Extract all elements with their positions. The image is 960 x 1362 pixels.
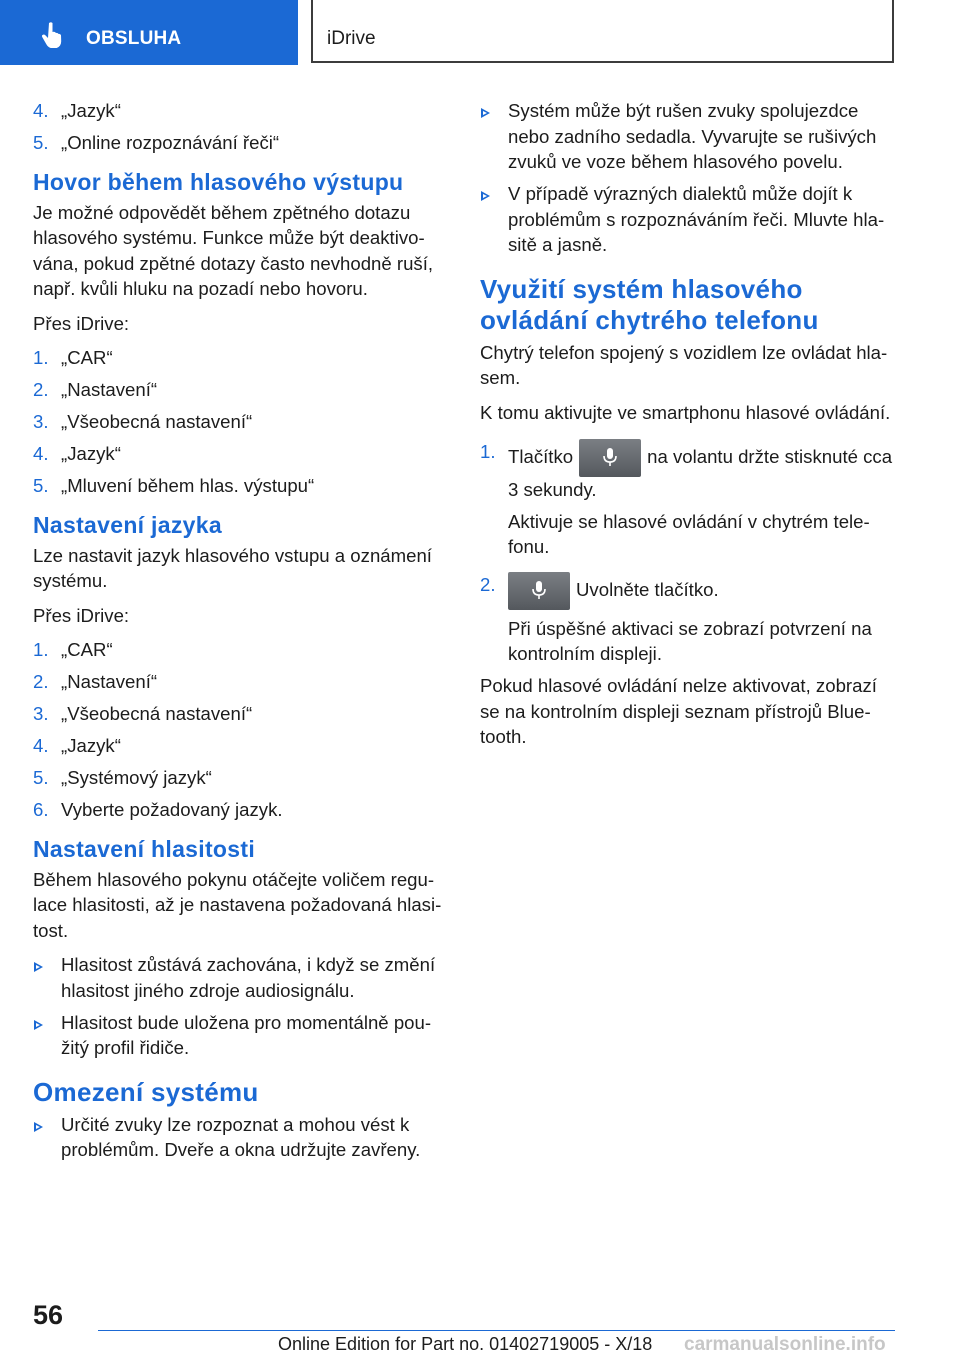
hand-pointer-icon: [38, 20, 68, 50]
bullets-hlasitost: [33, 952, 448, 1061]
triangle-bullet-icon: [481, 108, 490, 118]
section-para: Během hlasového pokynu otáčejte voličem regulace hlasitosti, až je nastavena požadovaná hlasitost.: [33, 868, 442, 941]
list-item: 1. Tlačítko na volantu držte stisknuté cca 3 sekundy. Aktivuje se hlasové ovládání v chytrém telefonu.: [480, 439, 898, 560]
step-note: Při úspěšné aktivaci se zobrazí potvrzení na kontrolním displeji.: [508, 617, 872, 664]
microphone-icon: [530, 580, 548, 602]
list-item: 4. „Jazyk“: [33, 735, 121, 756]
section-para: Pokud hlasové ovládání nelze aktivovat, zobrazí se na kontrolním displeji seznam přístrojů Bluetooth.: [480, 675, 877, 747]
section-heading-smartphone: Využití systém hlasového ovládání chytrého telefonu: [480, 273, 819, 335]
list-item: 1. „CAR“: [33, 639, 113, 660]
tab-obsluha-label: OBSLUHA: [86, 28, 182, 49]
section-heading-hlasitost: Nastavení hlasitosti: [33, 835, 256, 862]
section-heading-omezeni: Omezení systému: [33, 1076, 259, 1107]
list-item: 5. „Mluvení během hlas. výstupu“: [33, 475, 315, 496]
right-column: [480, 98, 898, 759]
section-para: Lze nastavit jazyk hlasového vstupu a oznámení systému.: [33, 544, 432, 591]
footer-edition: Online Edition for Part no. 01402719005 - X/18: [278, 1334, 653, 1354]
list-item: 4. „Jazyk“: [33, 100, 121, 121]
bullets-omezeni-cont: [480, 98, 898, 258]
list-item: 2. „Nastavení“: [33, 379, 158, 400]
tab-idrive-label: iDrive: [327, 28, 376, 49]
tab-idrive[interactable]: [311, 0, 894, 63]
list-item: Hlasitost bude uložena pro momentálně použitý profil řidiče.: [33, 1010, 448, 1061]
tab-obsluha[interactable]: [0, 0, 298, 65]
list-item: Systém může být rušen zvuky spolujezdce nebo zadního sedadla. Vyvarujte se rušivých zvuků ve voze během hlasového povelu.: [480, 98, 898, 175]
list-item: 5. „Online rozpoznávání řeči“: [33, 132, 280, 153]
steps-list-hovor: [33, 345, 448, 499]
list-item: V případě výrazných dialektů může dojít k problémům s rozpoznáváním řeči. Mluvte hlasitě a jasně.: [480, 181, 898, 258]
voice-button-image: [508, 572, 570, 610]
list-item: 4. „Jazyk“: [33, 443, 121, 464]
list-item: 2. Uvolněte tlačítko. Při úspěšné aktivaci se zobrazí potvrzení na kontrolním displeji.: [480, 572, 898, 667]
continued-steps-list: [33, 98, 448, 156]
section-heading-hovor: Hovor během hlasového výstupu: [33, 168, 404, 195]
section-heading-jazyk: Nastavení jazyka: [33, 511, 222, 538]
list-item: 3. „Všeobecná nastavení“: [33, 703, 253, 724]
list-item: 1. „CAR“: [33, 347, 113, 368]
triangle-bullet-icon: [481, 191, 490, 201]
list-item: 5. „Systémový jazyk“: [33, 767, 212, 788]
list-item: Hlasitost zůstává zachována, i když se změní hlasitost jiného zdroje audiosignálu.: [33, 952, 448, 1003]
list-item: Určité zvuky lze rozpoznat a mohou vést k problémům. Dveře a okna udržujte zavřeny.: [33, 1112, 448, 1163]
step-note: Aktivuje se hlasové ovládání v chytrém telefonu.: [508, 510, 870, 557]
section-para: Je možné odpovědět během zpětného dotazu hlasového systému. Funkce může být deaktivována, pokud zpětné dotazy často nevhodně ruší, např. kvůli hluku na pozadí nebo hovoru.: [33, 201, 434, 299]
steps-list-jazyk: [33, 637, 448, 823]
list-item: 6. Vyberte požadovaný jazyk.: [33, 799, 283, 820]
bullets-omezeni: [33, 1112, 448, 1163]
triangle-bullet-icon: [34, 962, 43, 972]
section-para: K tomu aktivujte ve smartphonu hlasové ovládání.: [480, 401, 891, 423]
list-item: 3. „Všeobecná nastavení“: [33, 411, 253, 432]
microphone-icon: [601, 447, 619, 469]
footer-divider: [98, 1330, 895, 1331]
section-para: Chytrý telefon spojený s vozidlem lze ovládat hlasem.: [480, 341, 888, 388]
triangle-bullet-icon: [34, 1020, 43, 1030]
steps-list-smartphone: [480, 439, 898, 667]
left-column: [33, 98, 448, 1169]
page-number: 56: [33, 1300, 64, 1330]
watermark: carmanualsonline.info: [684, 1334, 886, 1355]
via-idrive: Přes iDrive:: [33, 604, 130, 626]
via-idrive: Přes iDrive:: [33, 312, 130, 334]
list-item: 2. „Nastavení“: [33, 671, 158, 692]
voice-button-image: [579, 439, 641, 477]
triangle-bullet-icon: [34, 1122, 43, 1132]
